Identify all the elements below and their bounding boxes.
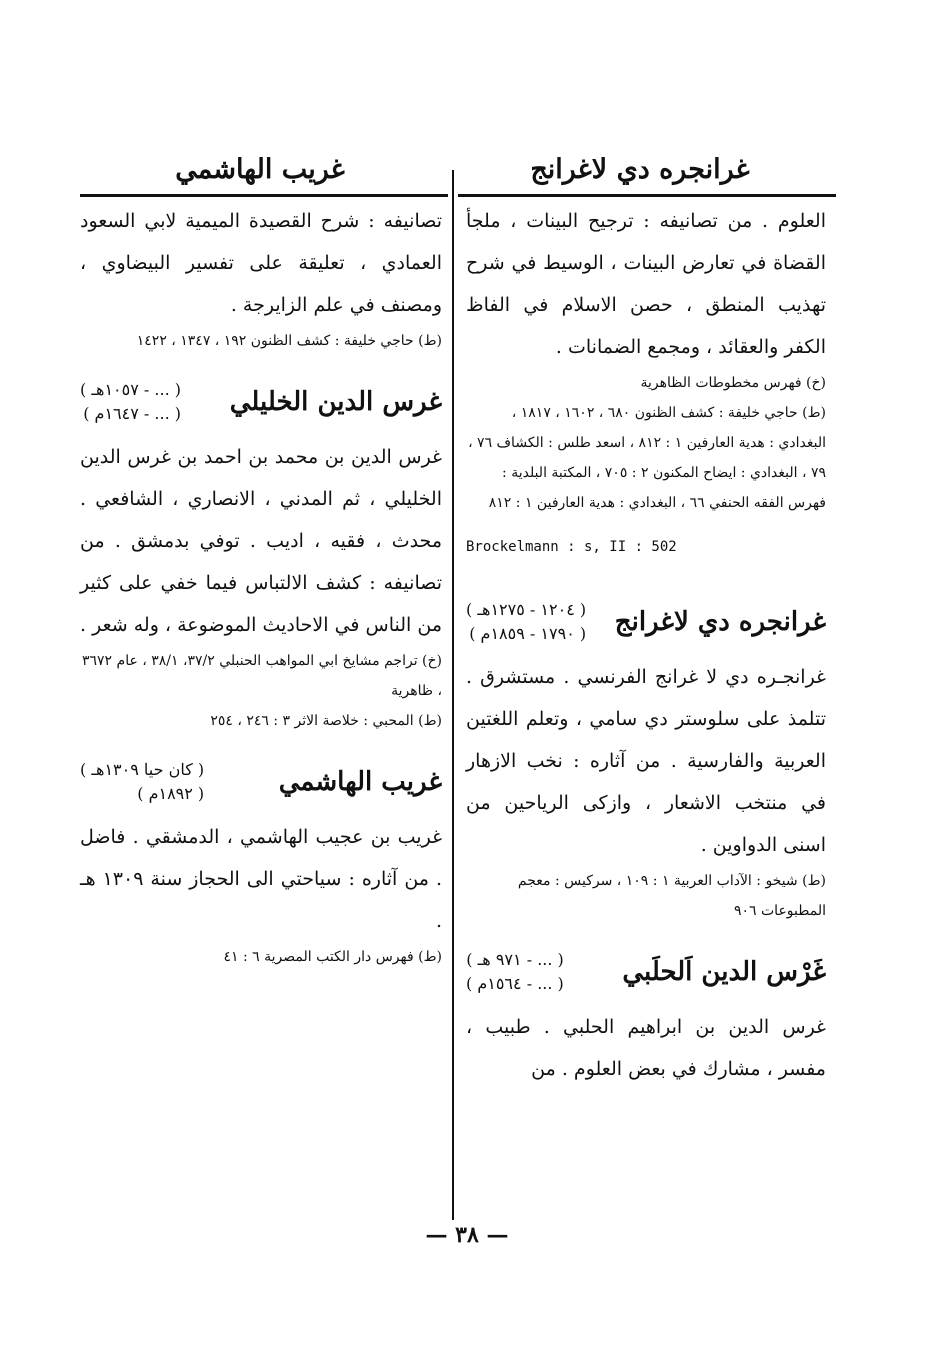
entry-name: غرس الدين الخليلي: [229, 387, 442, 417]
column-divider: [452, 170, 454, 1220]
entry-dates: [466, 598, 586, 646]
entry-dates: [80, 758, 204, 806]
entry-date-gregorian: ( ... - ١٦٤٧م ): [83, 404, 181, 423]
entry-name: غريب الهاشمي: [278, 767, 442, 797]
entry-date-hijri: ( ... - ٩٧١ هـ ): [466, 950, 564, 969]
paragraph: غريب بن عجيب الهاشمي ، الدمشقي . فاضل . من آثاره : سياحتي الى الحجاز سنة ١٣٠٩ هـ .: [80, 826, 442, 932]
citation: (ط) شيخو : الآداب العربية ١ : ١٠٩ ، سركيس : معجم المطبوعات ٩٠٦: [517, 873, 826, 919]
entry-date-hijri: ( ١٢٠٤ - ١٢٧٥هـ ): [466, 600, 587, 619]
entry-heading: [466, 598, 826, 646]
header-rule-right: [458, 194, 836, 197]
citation: (خ) تراجم مشايخ ابي المواهب الحنبلي ٣٧/٢، ٣٨/١ ، عام ٣٦٧٢ ، ظاهرية: [82, 653, 442, 699]
entry-date-gregorian: ( ١٨٩٢م ): [137, 784, 205, 803]
paragraph: العلوم . من تصانيفه : ترجيح البينات ، ملجأ القضاة في تعارض البينات ، الوسيط في شرح تهذيب المنطق ، حصن الاسلام في الفاظ الكفر والعقائد ، ومجمع الضمانات .: [466, 210, 826, 358]
page-number: — ٣٨ —: [425, 1222, 509, 1248]
paragraph: تصانيفه : شرح القصيدة الميمية لابي السعود العمادي ، تعليقة على تفسير البيضاوي ، ومصنف في علم الزايرجة .: [80, 210, 442, 316]
header-rule-left: [80, 194, 448, 197]
paragraph: غرانجـره دي لا غرانج الفرنسي . مستشرق . تتلمذ على سلوستر دي سامي ، وتعلم اللغتين العربية والفارسية . من آثاره : نخب الازهار في منتخب الاشعار ، وازكى الرياحين من اسنى الدواوين .: [466, 666, 826, 856]
left-column: [80, 200, 442, 972]
entry-heading: [80, 758, 442, 806]
entry-date-gregorian: ( ١٧٩٠ - ١٨٥٩م ): [469, 624, 587, 643]
entry-name: غَرْس الدين اَلحلَبي: [622, 957, 826, 987]
paragraph: غرس الدين بن ابراهيم الحلبي . طبيب ، مفسر ، مشارك في بعض العلوم . من: [466, 1016, 826, 1080]
right-column: [466, 200, 826, 1090]
entry-heading: [466, 948, 826, 996]
citation: (ط) المحبي : خلاصة الاثر ٣ : ٢٤٦ ، ٢٥٤: [210, 713, 442, 729]
left-column-header: غريب الهاشمي: [175, 154, 345, 185]
entry-dates: [80, 378, 181, 426]
entry-date-hijri: ( ... - ١٠٥٧هـ ): [80, 380, 181, 399]
entry-dates: [466, 948, 564, 996]
paragraph: غرس الدين بن محمد بن احمد بن غرس الدين الخليلي ، ثم المدني ، الانصاري ، الشافعي . محدث ، فقيه ، اديب . توفي بدمشق . من تصانيفه : كشف الالتباس فيما خفي على كثير من الناس في الاحاديث الموضوعة ، وله شعر .: [80, 446, 442, 636]
right-column-header: غرانجره دي لاغرانج: [530, 154, 750, 185]
entry-name: غرانجره دي لاغرانج: [614, 607, 826, 637]
entry-date-gregorian: ( ... - ١٥٦٤م ): [466, 974, 564, 993]
citation-latin: Brockelmann : s, II : 502: [466, 539, 677, 555]
citation: (ط) فهرس دار الكتب المصرية ٦ : ٤١: [223, 949, 442, 965]
entry-date-hijri: ( كان حيا ١٣٠٩هـ ): [80, 760, 205, 779]
citation: (ط) حاجي خليفة : كشف الظنون ٦٨٠ ، ١٦٠٢ ، ١٨١٧ ، البغدادي : هدية العارفين ١ : ٨١٢ ، اسعد طلس : الكشاف ٧٦ ، ٧٩ ، البغدادي : ايضاح المكنون ٢ : ٧٠٥ ، المكتبة البلدية : فهرس الفقه الحنفي ٦٦ ، البغدادي : هدية العارفين ١ : ٨١٢: [468, 405, 826, 511]
entry-heading: [80, 378, 442, 426]
citation: (خ) فهرس مخطوطات الظاهرية: [640, 375, 826, 391]
citation: (ط) حاجي خليفة : كشف الظنون ١٩٢ ، ١٣٤٧ ، ١٤٢٢: [136, 333, 442, 349]
